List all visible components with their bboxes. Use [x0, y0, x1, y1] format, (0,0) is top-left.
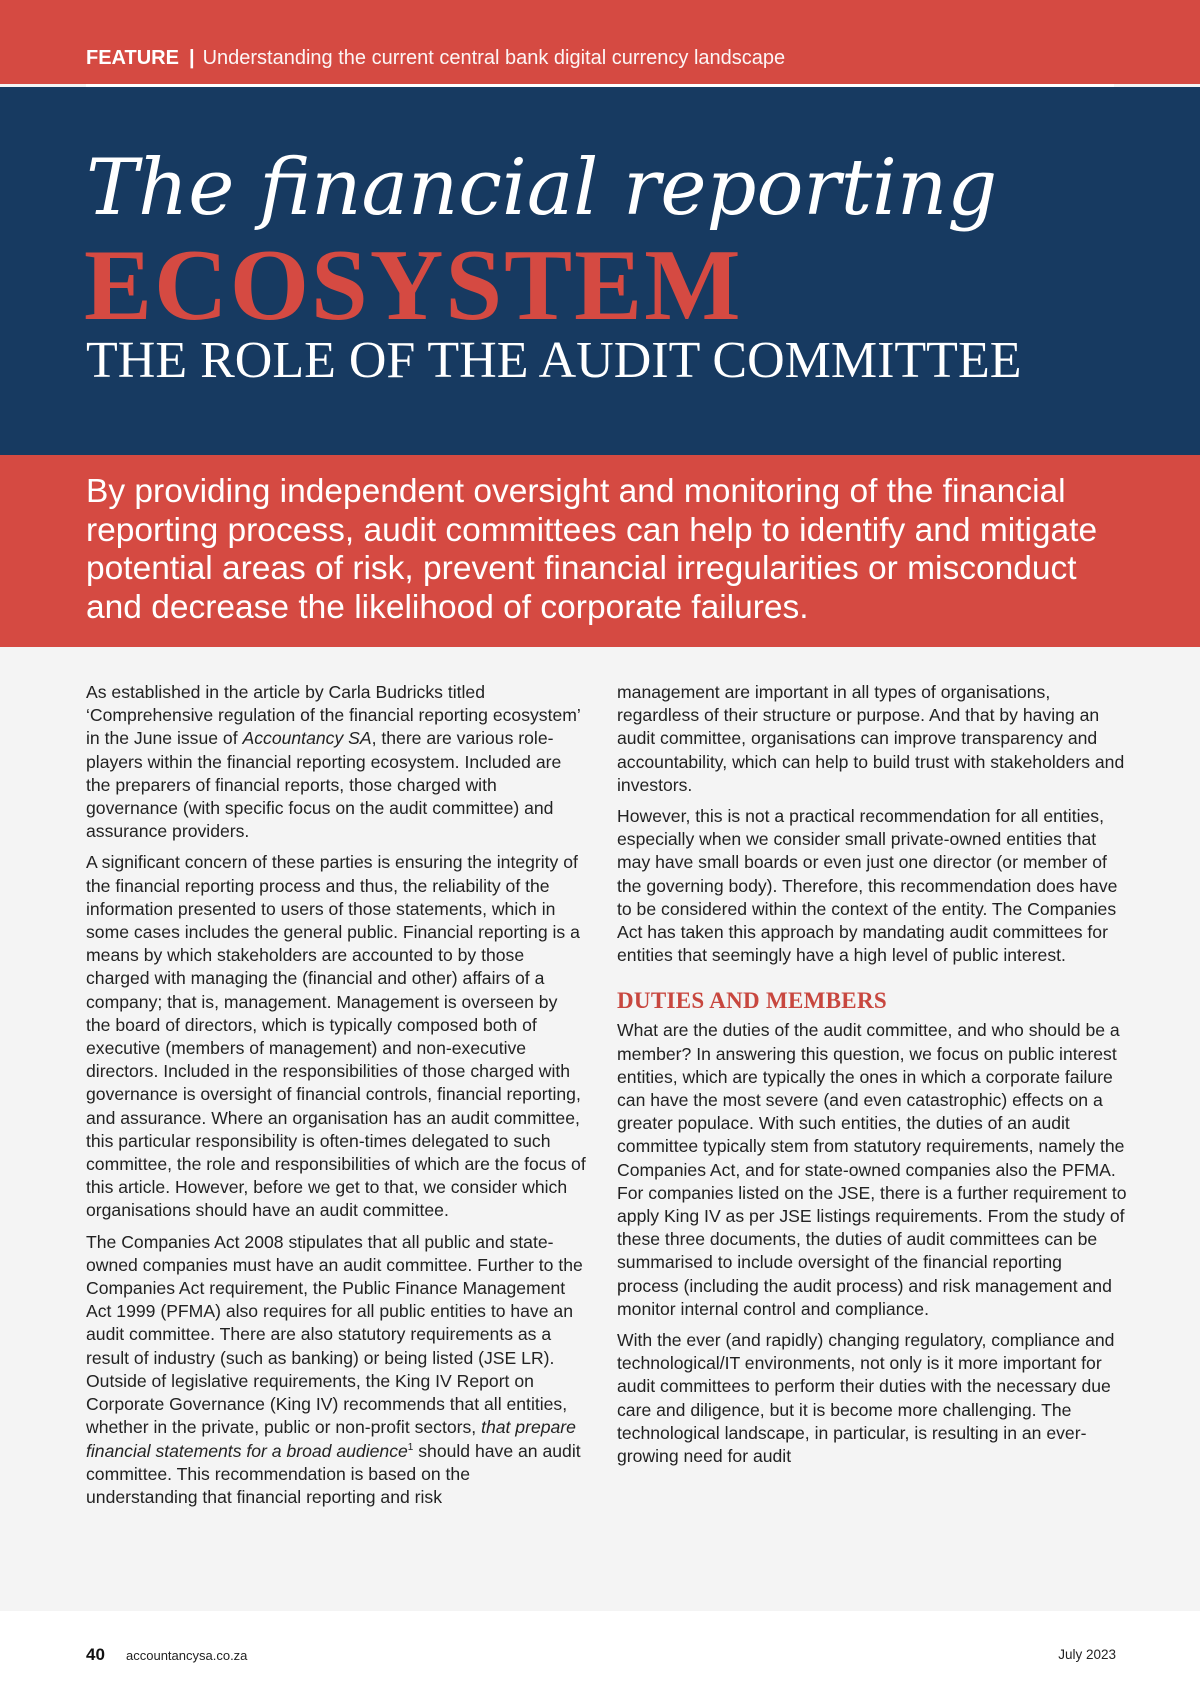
paragraph-3-continued: management are important in all types of organisations, regardless of their structure or purpose. And that by having an audit committee, organisations can improve transparency and accountability, which can help to build trust with stakeholders and investors. — [617, 682, 1125, 795]
standfirst-block — [0, 455, 1200, 647]
section-label: FEATURE — [86, 47, 179, 69]
page-number: 40 — [86, 1645, 105, 1664]
section-heading: DUTIES AND MEMBERS — [617, 988, 887, 1014]
paragraph-1-text-a: As established in the article by Carla Budricks titled ‘Comprehensive regulation of the financial reporting ecosystem’ in the June issue of — [86, 682, 581, 749]
magazine-name: Accountancy SA — [242, 728, 372, 749]
paragraph-3-text-b: should have an audit committee. This recommendation is based on the understanding that financial reporting and risk — [86, 1440, 581, 1507]
paragraph-2: A significant concern of these parties is ensuring the integrity of the financial reporting process and thus, the reliability of the information presented to users of those statements, which in some cases includes the general public. Financial reporting is a means by which stakeholders are accounted to by those charged with managing the (financial and other) affairs of a company; that is, management. Management is overseen by the board of directors, which is typically composed both of executive (members of management) and non-executive directors. Included in the responsibilities of those charged with governance is oversight of financial controls, financial reporting, and assurance. Where an organisation has an audit committee, this particular responsibility is often-times delegated to such committee, the role and responsibilities of which are the focus of this article. However, before we get to that, we consider which organisations should have an audit committee. — [86, 852, 586, 1221]
paragraph-4: However, this is not a practical recommendation for all entities, especially when we consider small private-owned entities that may have small boards or even just one director (or member of the governing body). Therefore, this recommendation does have to be considered within the context of the entity. The Companies Act has taken this approach by mandating audit committees for entities that seemingly have a high level of public interest. — [617, 806, 1118, 966]
website-link[interactable]: accountancysa.co.za — [126, 1648, 248, 1663]
issue-date: July 2023 — [1058, 1647, 1116, 1662]
paragraph-3-emphasis: that prepare financial statements for a broad audience — [86, 1417, 576, 1461]
page-footer — [0, 1611, 1200, 1696]
section-header — [86, 47, 785, 70]
column-right — [617, 681, 1127, 1476]
title-line-3: THE ROLE OF THE AUDIT COMMITTEE — [86, 332, 1022, 389]
paragraph-6: With the ever (and rapidly) changing regulatory, compliance and technological/IT environments, not only is it more important for audit committees to perform their duties with the necessary due care and diligence, but it is become more challenging. The technological landscape, in particular, is resulting in an ever-growing need for audit — [617, 1330, 1115, 1467]
paragraph-1-text-b: , there are various role-players within the financial reporting ecosystem. Included are the preparers of financial reports, those charged with governance (with specific focus on the audit committee) and assurance providers. — [86, 728, 562, 842]
paragraph-1 — [86, 681, 586, 843]
standfirst-text: By providing independent oversight and monitoring of the financial reporting process, audit committees can help to identify and mitigate potential areas of risk, prevent financial irregularities or misconduct and decrease the likelihood of corporate failures. — [86, 473, 1098, 626]
title-block — [0, 87, 1200, 455]
section-subtitle: Understanding the current central bank digital currency landscape — [202, 47, 786, 69]
paragraph-5: What are the duties of the audit committee, and who should be a member? In answering this question, we focus on public interest entities, which are typically the ones in which a corporate failure can have the most severe (and even catastrophic) effects on a greater populace. With such entities, the duties of an audit committee typically stem from statutory requirements, namely the Companies Act, and for state-owned companies also the PFMA. For companies listed on the JSE, there is a further requirement to apply King IV as per JSE listings requirements. From the study of these three documents, the duties of audit committees can be summarised to include oversight of the financial reporting process (including the audit process) and risk management and monitor internal control and compliance. — [617, 1020, 1127, 1319]
column-left — [86, 681, 586, 1517]
title-line-2: ECOSYSTEM — [84, 229, 743, 342]
title-line-1: The financial reporting — [86, 143, 998, 233]
paragraph-3-text-a: The Companies Act 2008 stipulates that all public and state-owned companies must have an audit committee. Further to the Companies Act requirement, the Public Finance Management Act 1999 (PFMA) also requires for all public entities to have an audit committee. There are also statutory requirements as a result of industry (such as banking) or being listed (JSE LR). Outside of legislative requirements, the King IV Report on Corporate Governance (King IV) recommends that all entities, whether in the private, public or non-profit sectors, — [86, 1231, 583, 1438]
top-banner — [0, 0, 1200, 84]
footnote-marker: 1 — [407, 1441, 414, 1453]
article-body — [0, 647, 1200, 1611]
section-separator: | — [188, 47, 195, 69]
paragraph-3 — [86, 1231, 586, 1509]
